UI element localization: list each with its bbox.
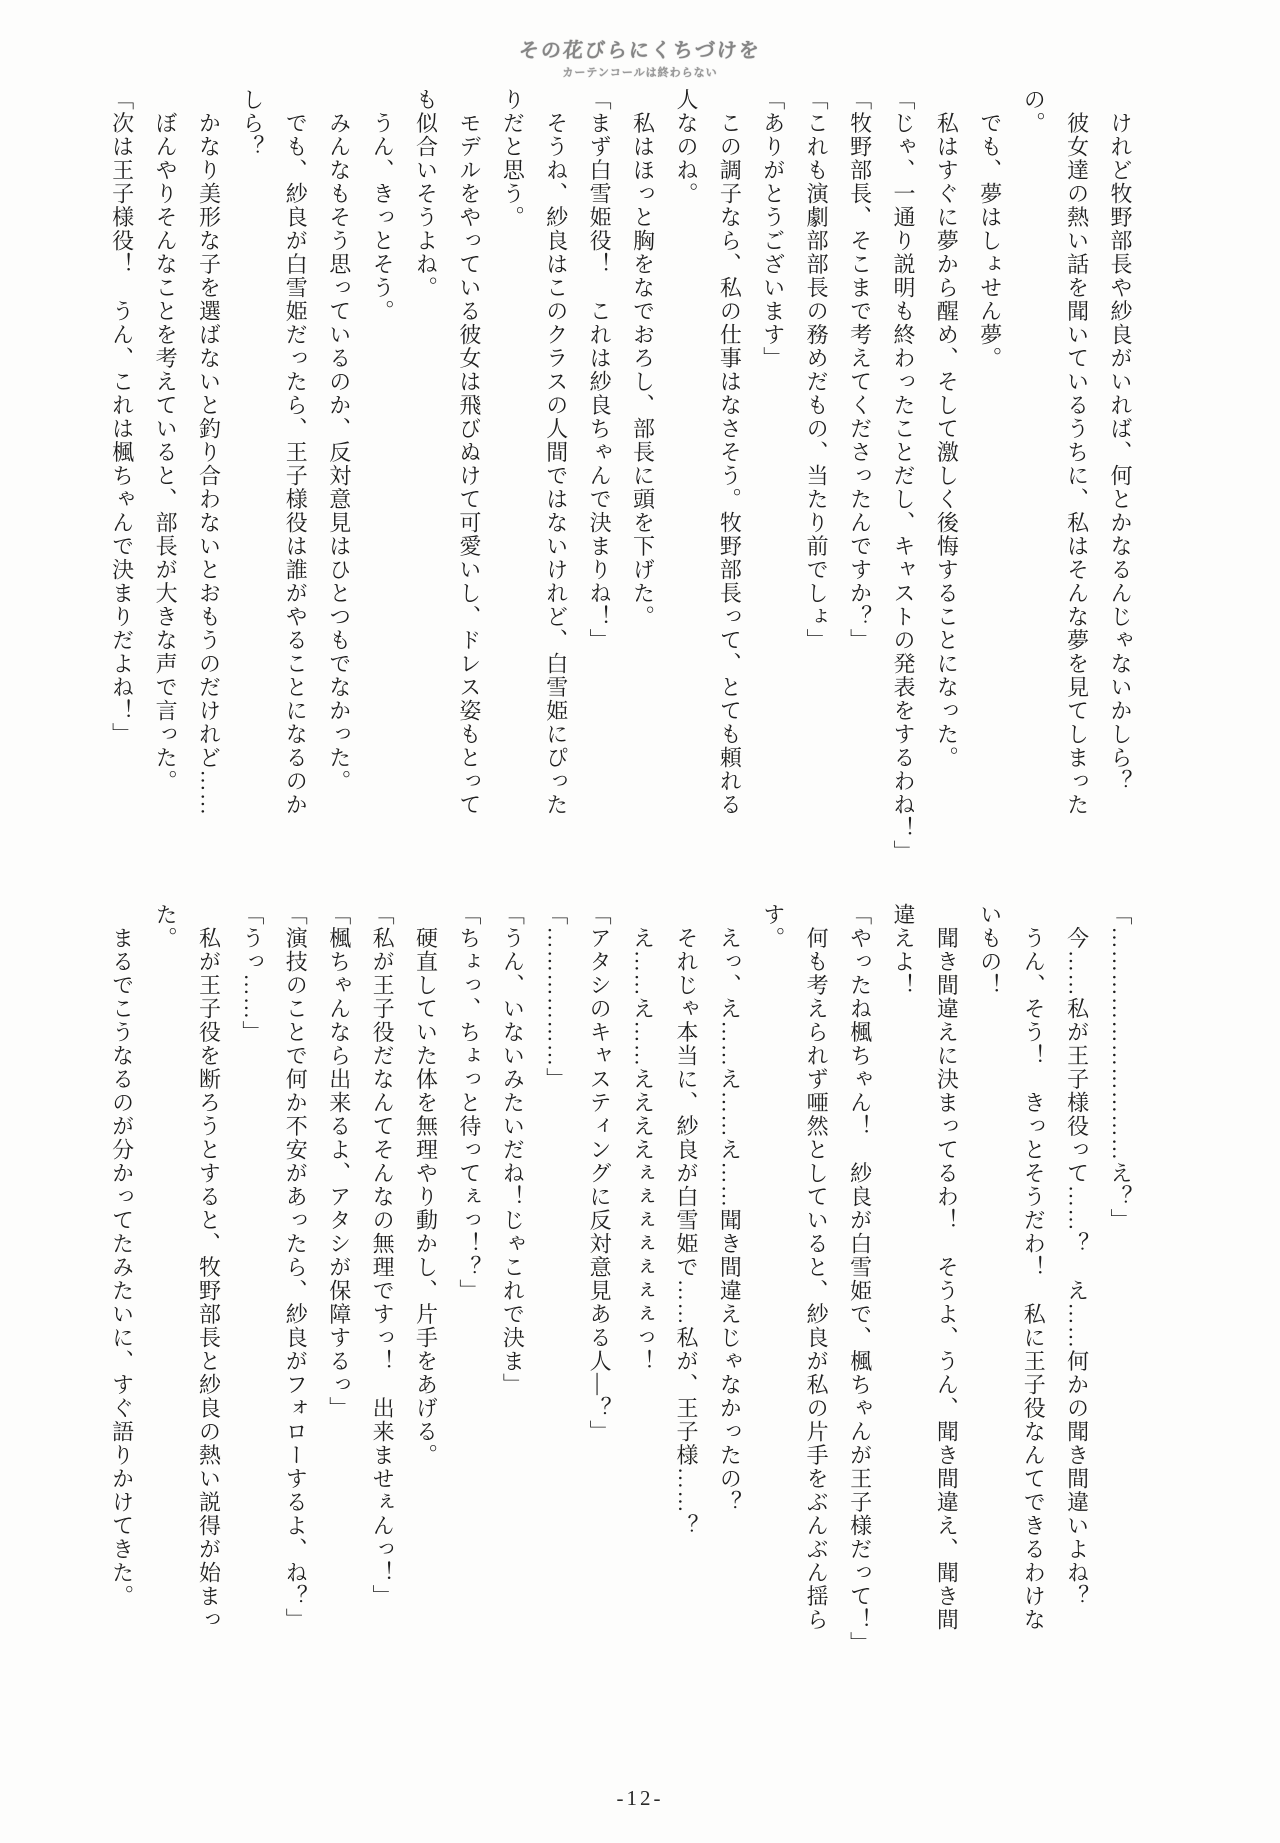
text-line: かなり美形な子を選ばないと釣り合わないとおもうのだけれど…… — [196, 88, 222, 817]
text-line: の。 — [1021, 88, 1047, 135]
text-line: 「うっ……」 — [239, 903, 265, 1044]
text-line: でも、夢はしょせん夢。 — [977, 88, 1003, 370]
text-line: そうね、紗良はこのクラスの人間ではないけれど、白雪姫にぴった — [543, 88, 569, 817]
text-line: え……え……ええええぇぇぇぇぇぇぇっ！ — [630, 903, 656, 1373]
title-logo-subtitle: カーテンコールは終わらない — [562, 67, 718, 79]
text-line: も似合いそうよね。 — [413, 88, 439, 300]
text-line: 何も考えられず唖然としていると、紗良が私の片手をぶんぶん揺ら — [804, 903, 830, 1632]
text-line: まるでこうなるのが分かってたみたいに、すぐ語りかけてきた。 — [109, 903, 135, 1608]
text-line: す。 — [760, 903, 786, 950]
text-block-top — [100, 88, 1142, 880]
text-line: 私はすぐに夢から醒め、そして激しく後悔することになった。 — [934, 88, 960, 770]
text-line: モデルをやっている彼女は飛びぬけて可愛いし、ドレス姿もとって — [456, 88, 482, 817]
page-number: -12- — [616, 1786, 664, 1810]
text-line: 聞き間違えに決まってるわ！ そうよ、うん、聞き間違え、聞き間 — [934, 903, 960, 1632]
text-line: この調子なら、私の仕事はなさそう。牧野部長って、とても頼れる — [717, 88, 743, 817]
text-line: りだと思う。 — [500, 88, 526, 229]
text-line: 「アタシのキャスティングに反対意見ある人―？」 — [587, 903, 613, 1444]
text-line: 「じゃ、一通り説明も終わったことだし、キャストの発表をするわね！」 — [890, 88, 916, 864]
text-line: 「演技のことで何か不安があったら、紗良がフォローするよ、ね？」 — [283, 903, 309, 1632]
text-line: 「私が王子役だなんてそんなの無理ですっ！ 出来ませぇんっ！」 — [370, 903, 396, 1608]
text-line: 「ちょっ、ちょっと待ってぇっ！？」 — [456, 903, 482, 1303]
text-line: 彼女達の熱い話を聞いているうちに、私はそんな夢を見てしまった — [1064, 88, 1090, 817]
text-line: 硬直していた体を無理やり動かし、片手をあげる。 — [413, 903, 439, 1467]
text-line: 私が王子役を断ろうとすると、牧野部長と紗良の熱い説得が始まっ — [196, 903, 222, 1632]
text-line: 私はほっと胸をなでおろし、部長に頭を下げた。 — [630, 88, 656, 629]
text-line: 今……私が王子様役って……？ え……何かの聞き間違いよね？ — [1064, 903, 1090, 1608]
text-line: 「これも演劇部部長の務めだもの、当たり前でしょ」 — [804, 88, 830, 652]
text-line: しら？ — [239, 88, 265, 159]
text-line: 「ありがとうございます」 — [760, 88, 786, 370]
text-line: 「次は王子様役！ うん、これは楓ちゃんで決まりだよね！」 — [109, 88, 135, 746]
text-line: ぼんやりそんなことを考えていると、部長が大きな声で言った。 — [153, 88, 179, 793]
text-line: 違えよ！ — [890, 903, 916, 997]
text-line: 「…………………………え？」 — [1108, 903, 1133, 1232]
text-line: うん、きっとそう。 — [370, 88, 396, 323]
text-block-bottom — [100, 903, 1142, 1695]
text-line: いもの！ — [977, 903, 1003, 997]
title-logo — [0, 34, 1280, 80]
text-line: 「牧野部長、そこまで考えてくださったんですか？」 — [847, 88, 873, 652]
text-line: うん、そう！ きっとそうだわ！ 私に王子役なんてできるわけな — [1021, 903, 1047, 1632]
text-line: 「やったね楓ちゃん！ 紗良が白雪姫で、楓ちゃんが王子様だって！」 — [847, 903, 873, 1655]
text-line: 「楓ちゃんなら出来るよ、アタシが保障するっ」 — [326, 903, 352, 1420]
text-line: みんなもそう思っているのか、反対意見はひとつもでなかった。 — [326, 88, 352, 793]
title-logo-main: その花びらにくちづけを — [518, 40, 762, 62]
text-line: けれど牧野部長や紗良がいれば、何とかなるんじゃないかしら？ — [1108, 88, 1133, 793]
text-line: 人なのね。 — [673, 88, 699, 206]
text-line: 「まず白雪姫役！ これは紗良ちゃんで決まりね！」 — [587, 88, 613, 652]
text-line: それじゃ本当に、紗良が白雪姫で……私が、王子様……？ — [673, 903, 699, 1538]
text-line: 「………………」 — [543, 903, 569, 1091]
text-line: た。 — [153, 903, 179, 950]
text-line: えっ、え……え……え……聞き間違えじゃなかったの？ — [717, 903, 743, 1514]
text-line: 「うん、いないみたいだね！じゃこれで決ま」 — [500, 903, 526, 1397]
text-line: でも、紗良が白雪姫だったら、王子様役は誰がやることになるのか — [283, 88, 309, 817]
